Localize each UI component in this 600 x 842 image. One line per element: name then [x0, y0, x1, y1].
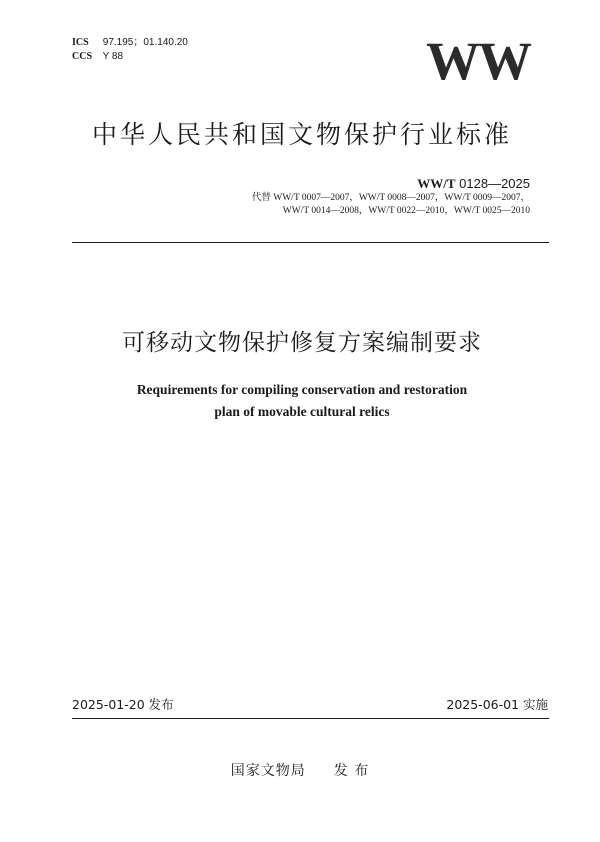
top-divider — [72, 242, 549, 243]
standard-code-number: 0128—2025 — [459, 176, 530, 191]
ccs-label: CCS — [72, 51, 93, 62]
issuer-action: 发 布 — [333, 763, 370, 779]
ics-label: ICS — [72, 37, 89, 48]
english-title-line-1: Requirements for compiling conservation and restoration — [136, 382, 468, 397]
replaces-line-2: WW/T 0014—2008，WW/T 0022—2010，WW/T 0025—2010 — [282, 206, 530, 216]
standard-type-title: 中华人民共和国文物保护行业标准 — [91, 120, 512, 149]
bottom-divider — [72, 718, 549, 719]
standard-code-prefix: WW/T — [417, 176, 456, 191]
issuer-name: 国家文物局 — [230, 763, 306, 779]
implement-date: 2025-06-01 实施 — [446, 697, 548, 712]
ics-row — [72, 36, 188, 50]
issuer-line — [0, 761, 600, 781]
standard-code — [252, 176, 530, 192]
document-title-english — [72, 379, 532, 423]
publish-date: 2025-01-20 发布 — [72, 697, 174, 712]
ww-logo: WW — [426, 31, 530, 91]
document-title-chinese: 可移动文物保护修复方案编制要求 — [122, 330, 482, 356]
ics-value: 97.195；01.140.20 — [102, 37, 188, 48]
ccs-value: Y 88 — [102, 51, 123, 62]
ccs-row — [72, 50, 188, 64]
english-title-line-2: plan of movable cultural relics — [214, 404, 390, 419]
standard-code-block — [252, 176, 530, 218]
replaces-line-1: 代替 WW/T 0007—2007，WW/T 0008—2007，WW/T 0009—2007， — [251, 193, 530, 203]
classification-codes — [72, 36, 188, 64]
